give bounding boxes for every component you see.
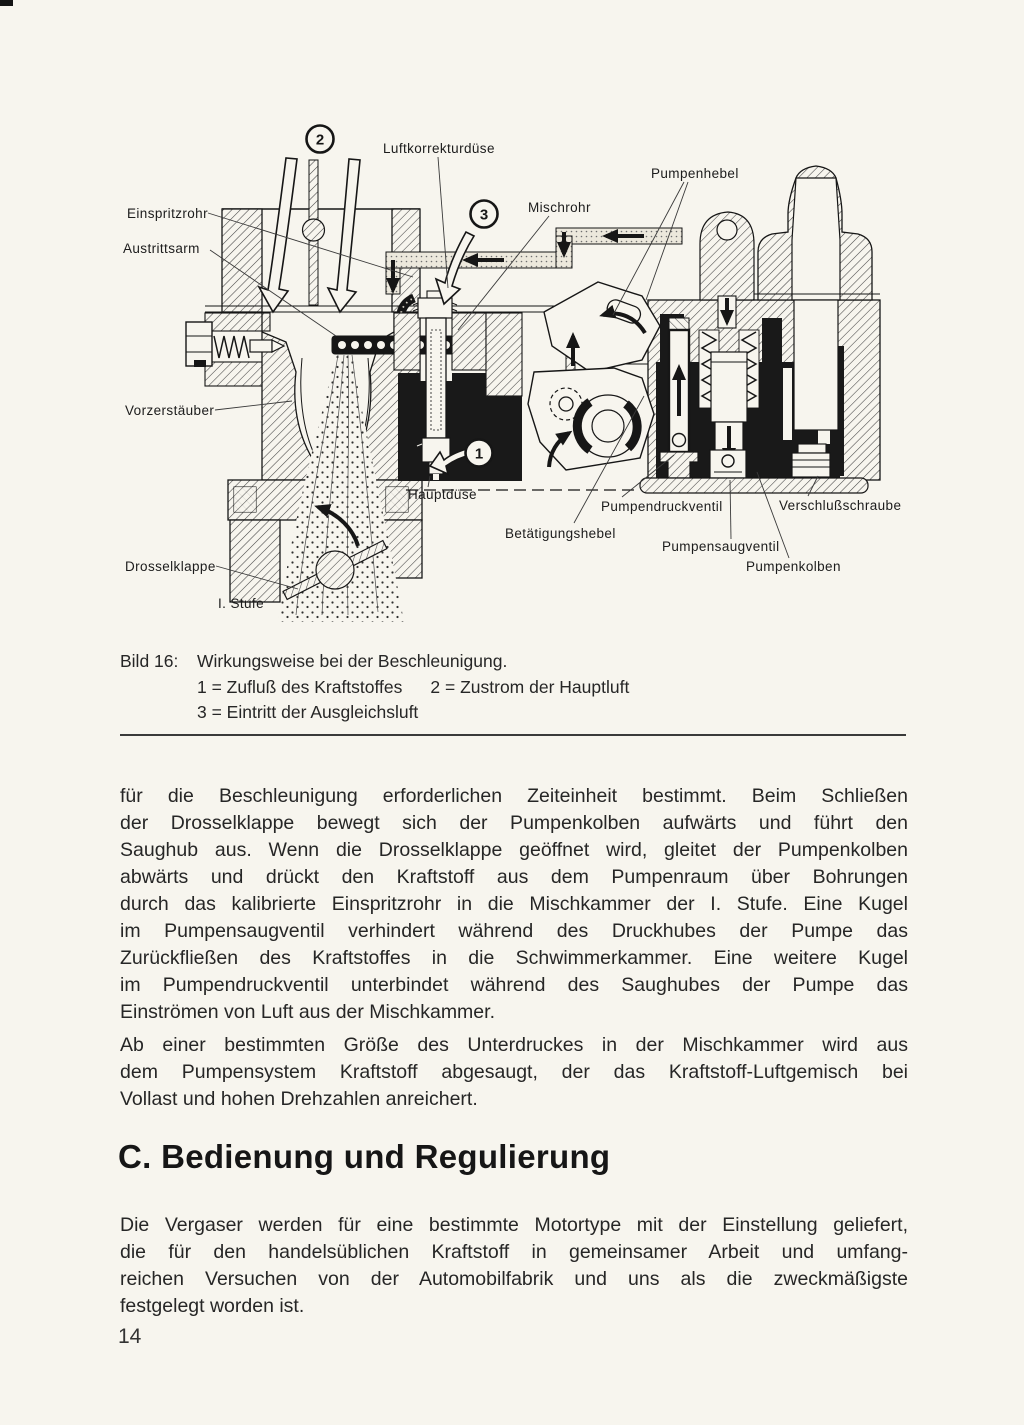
label-luftkorrekturduese: Luftkorrekturdüse (383, 141, 495, 156)
callout-number-1: 1 (474, 445, 484, 463)
section-heading: C. Bedienung und Regulierung (118, 1138, 611, 1175)
pump-piston (794, 300, 838, 430)
body-text-line: für die Beschleunigung erforderlichen Zeiteinheit bestimmt. Beim Schließen (120, 785, 908, 807)
figure-number: Bild 16: (120, 651, 179, 671)
body-text-line: der Drosselklappe bewegt sich der Pumpenkolben aufwärts und führt den (120, 812, 908, 834)
fuel-channel (386, 228, 682, 294)
body-text-line: abwärts und drückt den Kraftstoff aus dem Pumpenraum über Bohrungen (120, 866, 908, 888)
pump-lever-assembly (528, 282, 660, 470)
legend-item-1: 1 = Zufluß des Kraftstoffes (197, 676, 403, 697)
callout-number-2: 2 (315, 131, 325, 149)
label-pumpenkolben: Pumpenkolben (746, 559, 841, 574)
caption-divider-rule (120, 734, 906, 736)
body-text-line: reichen Versuchen von der Automobilfabrik und uns als die zweckmäßigste (120, 1268, 908, 1290)
body-text-line: Saughub aus. Wenn die Drosselklappe geöffnet wird, gleitet der Pumpenkolben (120, 839, 908, 861)
label-verschlussschraube: Verschlußschraube (779, 498, 902, 513)
body-text-line: durch das kalibrierte Einspritzrohr in die Mischkammer der I. Stufe. Eine Kugel (120, 893, 908, 915)
label-mischrohr: Mischrohr (528, 200, 591, 215)
main-air-arrow-right (328, 159, 360, 312)
label-pumpendruckventil: Pumpendruckventil (601, 499, 723, 514)
label-drosselklappe: Drosselklappe (125, 559, 216, 574)
carburetor-diagram (0, 0, 1024, 660)
pump-suction-valve (710, 450, 746, 478)
paragraph-2 (120, 1032, 908, 1113)
label-pumpenhebel: Pumpenhebel (651, 166, 739, 181)
body-text-line: Einströmen von Luft aus der Mischkammer. (120, 1001, 495, 1023)
body-text-line: im Pumpensaugventil verhindert während des Druckhubes der Pumpe das (120, 920, 908, 942)
caption-line-title (120, 649, 910, 675)
body-text-line: im Pumpendruckventil unterbindet während des Saughubes der Pumpe das (120, 974, 908, 996)
body-text-line: Die Vergaser werden für eine bestimmte Motortype mit der Einstellung geliefert, (120, 1214, 908, 1236)
label-erste-stufe: I. Stufe (218, 596, 264, 611)
choke-shaft (303, 160, 325, 305)
body-text-line: Vollast und hohen Drehzahlen anreichert. (120, 1088, 478, 1110)
label-einspritzrohr: Einspritzrohr (127, 206, 208, 221)
figure-caption (120, 649, 910, 726)
page-number: 14 (118, 1325, 142, 1348)
paragraph-1 (120, 783, 908, 1026)
plug-screw (792, 444, 830, 477)
figure-title: Wirkungsweise bei der Beschleunigung. (197, 651, 508, 671)
callout-number-3: 3 (479, 206, 489, 224)
legend-item-3: 3 = Eintritt der Ausgleichsluft (197, 702, 419, 722)
body-text-line: festgelegt worden ist. (120, 1295, 305, 1317)
body-text-line: dem Pumpensystem Kraftstoff abgesaugt, der das Kraftstoff-Luftgemisch bei (120, 1061, 908, 1083)
label-betaetigungshebel: Betätigungshebel (505, 526, 616, 541)
body-text-line: Ab einer bestimmten Größe des Unterdruckes in der Mischkammer wird aus (120, 1034, 908, 1056)
caption-legend-row (197, 675, 910, 701)
label-vorzerstaeuber: Vorzerstäuber (125, 403, 215, 418)
body-text-line: die für den handelsüblichen Kraftstoff in gemeinsamer Arbeit und umfang- (120, 1241, 908, 1263)
label-pumpensaugventil: Pumpensaugventil (662, 539, 780, 554)
body-text-line: Zurückfließen des Kraftstoffes in die Schwimmerkammer. Eine weitere Kugel (120, 947, 908, 969)
caption-legend-row-2 (197, 700, 910, 726)
label-hauptduese: Hauptdüse (408, 487, 477, 502)
paragraph-3 (120, 1212, 908, 1320)
label-austrittsarm: Austrittsarm (123, 241, 200, 256)
legend-item-2: 2 = Zustrom der Hauptluft (430, 676, 630, 697)
